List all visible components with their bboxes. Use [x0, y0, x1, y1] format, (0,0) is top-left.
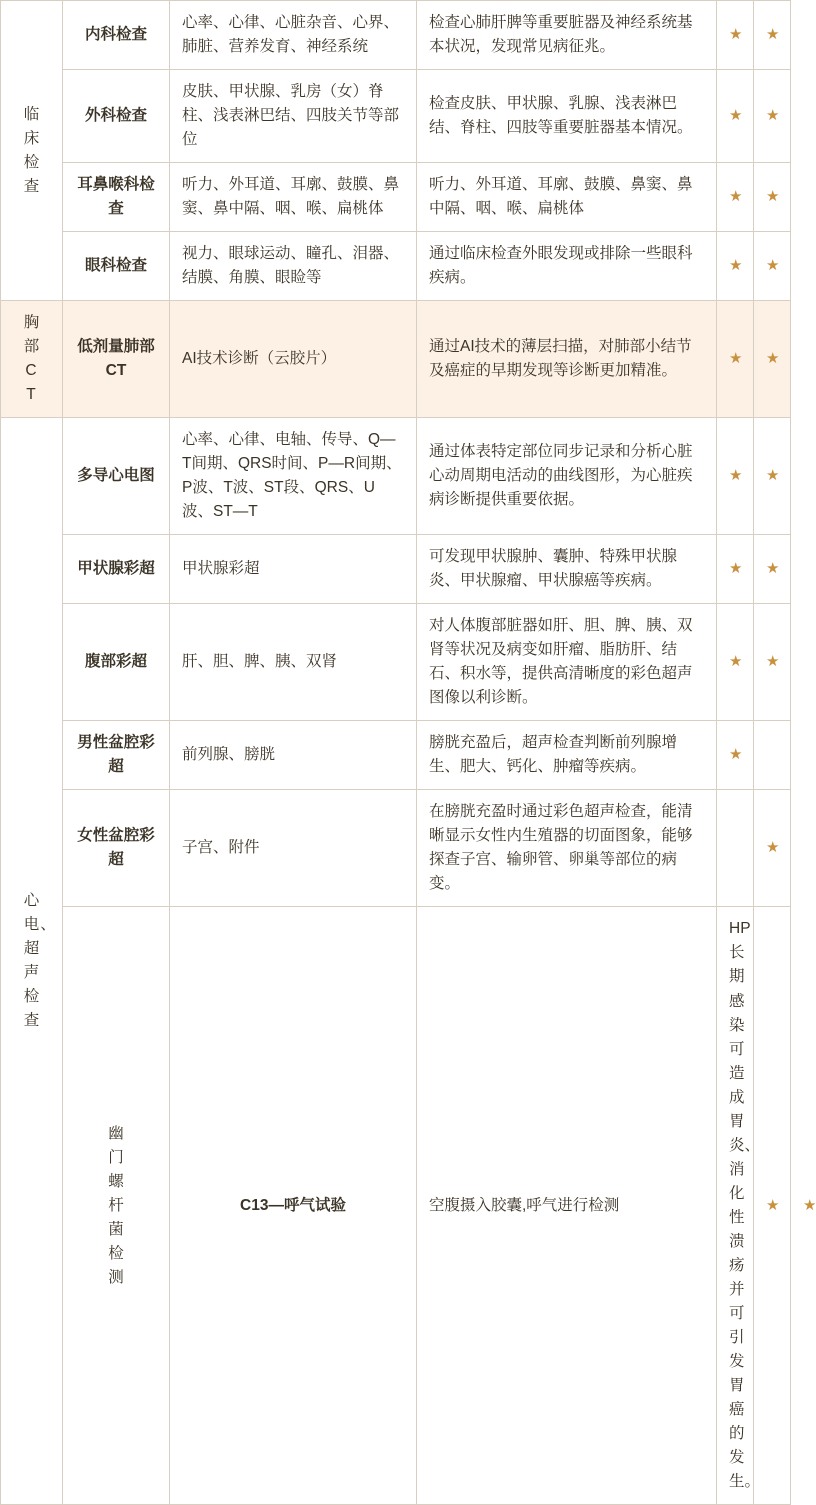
star-icon: ★	[766, 257, 780, 275]
exam-item-name: 内科检查	[63, 1, 170, 70]
group-category-cell	[1, 418, 63, 1505]
group-category-label: 临床检查	[23, 105, 41, 195]
exam-item-description: 可发现甲状腺肿、囊肿、特殊甲状腺炎、甲状腺瘤、甲状腺癌等疾病。	[417, 535, 717, 604]
exam-item-description: 通过体表特定部位同步记录和分析心脏心动周期电活动的曲线图形，为心脏疾病诊断提供重要依据。	[417, 418, 717, 535]
exam-item-detail: 心率、心律、心脏杂音、心界、肺脏、营养发育、神经系统	[170, 1, 417, 70]
star-icon: ★	[729, 107, 743, 125]
package-a-star-cell	[717, 232, 754, 301]
package-a-star-cell	[717, 301, 754, 418]
exam-item-name: 腹部彩超	[63, 604, 170, 721]
package-b-star-cell	[754, 1, 791, 70]
exam-item-detail: 甲状腺彩超	[170, 535, 417, 604]
group-category-label: 胸部CT	[23, 314, 41, 404]
group-category-cell	[1, 301, 63, 418]
star-icon: ★	[729, 350, 743, 368]
exam-item-detail: 子宫、附件	[170, 790, 417, 907]
package-a-star-cell	[717, 70, 754, 163]
table-row	[1, 1, 791, 70]
table-row	[1, 721, 791, 790]
package-b-star-cell	[754, 535, 791, 604]
exam-item-description: 通过临床检查外眼发现或排除一些眼科疾病。	[417, 232, 717, 301]
group-category-label: 心电、超声检查	[23, 891, 57, 1030]
package-a-star-cell	[717, 790, 754, 907]
exam-item-description: 检查皮肤、甲状腺、乳腺、浅表淋巴结、脊柱、四肢等重要脏器基本情况。	[417, 70, 717, 163]
star-icon: ★	[729, 467, 743, 485]
star-icon: ★	[729, 746, 743, 764]
table-row	[1, 70, 791, 163]
star-icon: ★	[766, 560, 780, 578]
exam-item-detail: 听力、外耳道、耳廓、鼓膜、鼻窦、鼻中隔、咽、喉、扁桃体	[170, 163, 417, 232]
exam-item-name: 甲状腺彩超	[63, 535, 170, 604]
package-b-star-cell	[754, 163, 791, 232]
package-a-star-cell	[717, 1, 754, 70]
star-icon: ★	[766, 467, 780, 485]
table-row	[1, 418, 791, 535]
group-category-cell	[63, 907, 170, 1504]
exam-item-name: 耳鼻喉科检查	[63, 163, 170, 232]
group-category-cell	[1, 1, 63, 301]
table-row	[1, 163, 791, 232]
table-row	[1, 301, 791, 418]
exam-item-name: 女性盆腔彩超	[63, 790, 170, 907]
exam-item-detail: AI技术诊断（云胶片）	[170, 301, 417, 418]
star-icon: ★	[729, 257, 743, 275]
package-a-star-cell	[717, 163, 754, 232]
exam-item-name: 外科检查	[63, 70, 170, 163]
package-a-star-cell	[717, 418, 754, 535]
table-row	[1, 790, 791, 907]
star-icon: ★	[729, 26, 743, 43]
star-icon: ★	[803, 1196, 816, 1214]
package-b-star-cell	[754, 604, 791, 721]
exam-item-description: 膀胱充盈后，超声检查判断前列腺增生、肥大、钙化、肿瘤等疾病。	[417, 721, 717, 790]
exam-item-detail: 空腹摄入胶囊,呼气进行检测	[417, 907, 717, 1504]
package-a-star-cell	[717, 604, 754, 721]
exam-item-detail: 前列腺、膀胱	[170, 721, 417, 790]
exam-item-description: 听力、外耳道、耳廓、鼓膜、鼻窦、鼻中隔、咽、喉、扁桃体	[417, 163, 717, 232]
exam-item-detail: 视力、眼球运动、瞳孔、泪器、结膜、角膜、眼睑等	[170, 232, 417, 301]
group-category-label: 幽门螺杆菌检测	[108, 1124, 125, 1286]
star-icon: ★	[766, 26, 780, 43]
exam-item-name: 多导心电图	[63, 418, 170, 535]
package-b-star-cell	[754, 70, 791, 163]
table-row	[1, 232, 791, 301]
exam-item-description: HP 长期感染可造成胃炎、消化性溃疡并可引发胃癌的发生。	[717, 907, 754, 1504]
star-icon: ★	[766, 653, 780, 671]
table-row	[1, 907, 791, 1504]
star-icon: ★	[729, 653, 743, 671]
star-icon: ★	[729, 188, 743, 206]
package-b-star-cell	[754, 232, 791, 301]
table-row	[1, 604, 791, 721]
package-b-star-cell	[754, 790, 791, 907]
exam-item-description: 通过AI技术的薄层扫描，对肺部小结节及癌症的早期发现等诊断更加精准。	[417, 301, 717, 418]
exam-item-detail: 心率、心律、电轴、传导、Q—T间期、QRS时间、P—R间期、P波、T波、ST段、QRS、U波、ST—T	[170, 418, 417, 535]
star-icon: ★	[766, 839, 780, 857]
star-icon: ★	[766, 188, 780, 206]
package-b-star-cell	[754, 721, 791, 790]
table-row	[1, 535, 791, 604]
package-a-star-cell	[754, 907, 791, 1504]
table-body	[1, 1, 816, 1505]
package-b-star-cell	[754, 301, 791, 418]
exam-item-description: 在膀胱充盈时通过彩色超声检查，能清晰显示女性内生殖器的切面图象，能够探查子宫、输卵管、卵巢等部位的病变。	[417, 790, 717, 907]
exam-item-description: 检查心肺肝脾等重要脏器及神经系统基本状况，发现常见病征兆。	[417, 1, 717, 70]
exam-item-name: 眼科检查	[63, 232, 170, 301]
package-a-star-cell	[717, 721, 754, 790]
exam-item-name: 低剂量肺部CT	[63, 301, 170, 418]
star-icon: ★	[766, 1196, 780, 1214]
star-icon: ★	[729, 560, 743, 578]
star-icon: ★	[766, 107, 780, 125]
exam-item-name: 男性盆腔彩超	[63, 721, 170, 790]
exam-item-name: C13—呼气试验	[170, 907, 417, 1504]
star-icon: ★	[766, 350, 780, 368]
exam-item-detail: 皮肤、甲状腺、乳房（女）脊柱、浅表淋巴结、四肢关节等部位	[170, 70, 417, 163]
exam-item-detail: 肝、胆、脾、胰、双肾	[170, 604, 417, 721]
exam-item-description: 对人体腹部脏器如肝、胆、脾、胰、双肾等状况及病变如肝瘤、脂肪肝、结石、积水等，提供高清晰度的彩色超声图像以利诊断。	[417, 604, 717, 721]
package-a-star-cell	[717, 535, 754, 604]
package-b-star-cell	[754, 418, 791, 535]
